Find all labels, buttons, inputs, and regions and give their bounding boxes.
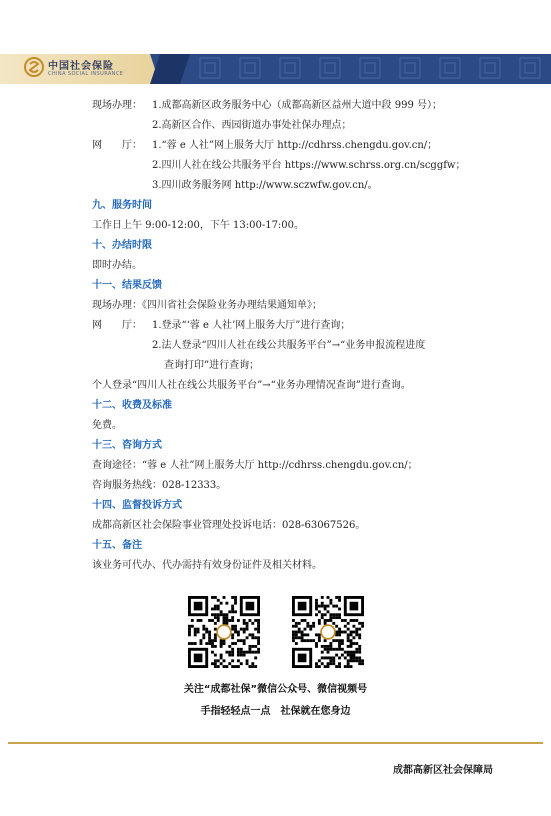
body-line: 咨询服务热线：028-12333。	[92, 480, 227, 491]
indented-line: 2.四川人社在线公共服务平台 https://www.schrss.org.cn/scggfw；	[152, 160, 466, 171]
social-insurance-logo-icon	[24, 57, 44, 77]
line-text: 1.成都高新区政务服务中心（成都高新区益州大道中段 999 号）；	[152, 100, 442, 111]
document-body	[92, 96, 492, 576]
body-line: 免费。	[92, 420, 122, 431]
line-label: 现场办理：	[92, 100, 142, 111]
indented-line: 2.法人登录“四川人社在线公共服务平台”→“业务申报流程进度	[152, 340, 426, 351]
body-line: 该业务可代办、代办需持有效身份证件及相关材料。	[92, 560, 322, 571]
section-heading: 九、服务时间	[92, 200, 152, 211]
qr-caption-line2: 手指轻轻点一点 社保就在您身边	[200, 706, 351, 717]
line-label: 网 厅：	[92, 320, 142, 331]
indented-line: 2.高新区合作、西园街道办事处社保办理点；	[152, 120, 352, 131]
qr-code-wechat-video[interactable]	[292, 596, 364, 668]
labeled-line	[92, 316, 492, 336]
body-line: 即时办结。	[92, 260, 142, 271]
page-header	[0, 0, 551, 84]
qr-code-wechat-official[interactable]	[188, 596, 260, 668]
qr-caption-line1: 关注“成都社保”微信公众号、微信视频号	[183, 684, 368, 695]
footer-organization: 成都高新区社会保障局	[393, 765, 493, 776]
section-heading: 十一、结果反馈	[92, 280, 162, 291]
body-line: 成都高新区社会保险事业管理处投诉电话：028-63067526。	[92, 520, 366, 531]
body-line: 个人登录“四川人社在线公共服务平台”→“业务办理情况查询”进行查询。	[92, 380, 411, 391]
indented-line: 3.四川政务服务网 http://www.sczwfw.gov.cn/。	[152, 180, 378, 191]
logo-cn-text: 中国社会保险	[48, 61, 114, 72]
continuation-line: 查询打印”进行查询；	[164, 360, 260, 371]
section-heading: 十五、备注	[92, 540, 142, 551]
line-label: 网 厅：	[92, 140, 142, 151]
labeled-line	[92, 136, 492, 156]
body-line: 现场办理：《四川省社会保险业务办理结果通知单》；	[92, 300, 322, 311]
footer-divider	[8, 742, 543, 744]
line-text: 1.登录“‘蓉 e 人社’网上服务大厅”进行查询；	[152, 320, 351, 331]
section-heading: 十、办结时限	[92, 240, 152, 251]
body-line: 工作日上午 9:00-12:00，下午 13:00-17:00。	[92, 220, 305, 231]
logo-en-text: CHINA SOCIAL INSURANCE	[48, 71, 124, 77]
section-heading: 十四、监督投诉方式	[92, 500, 182, 511]
section-heading: 十三、咨询方式	[92, 440, 162, 451]
section-heading: 十二、收费及标准	[92, 400, 172, 411]
body-line: 查询途径：“蓉 e 人社”网上服务大厅 http://cdhrss.chengdu.gov.cn/；	[92, 460, 418, 471]
labeled-line	[92, 96, 492, 116]
line-text: 1.“蓉 e 人社”网上服务大厅 http://cdhrss.chengdu.gov.cn/；	[152, 140, 438, 151]
